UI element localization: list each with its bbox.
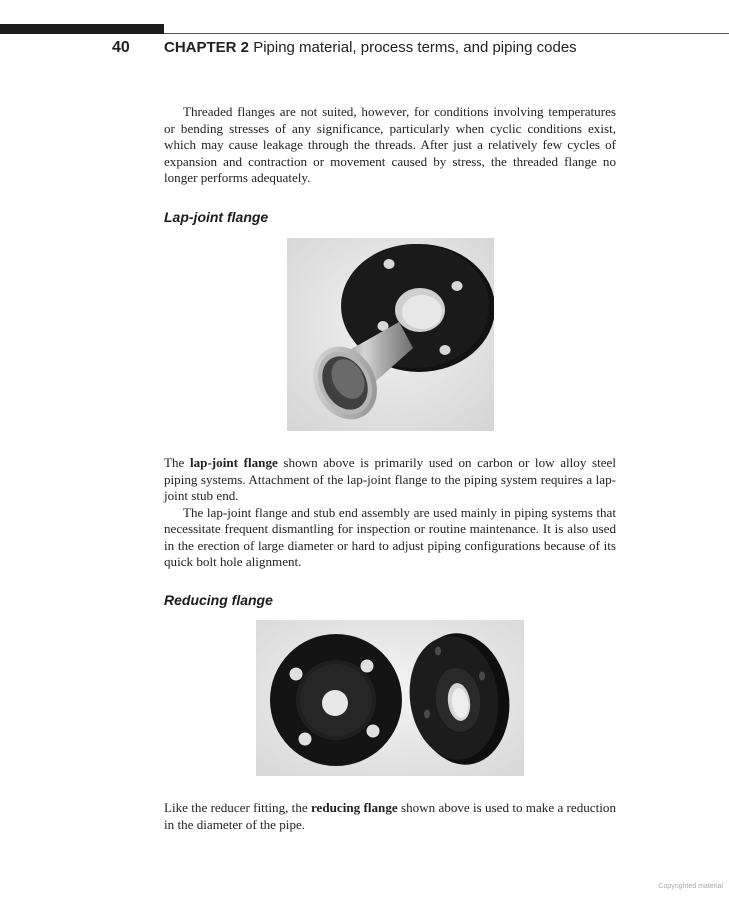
reducing-paragraph [164, 800, 616, 833]
chapter-label: CHAPTER 2 [164, 39, 250, 56]
lap-joint-paragraph-1 [164, 455, 616, 505]
threaded-paragraph: Threaded flanges are not suited, however, for conditions involving temperatures or bending stresses of any significance, particularly when cyclic conditions exist, which may cause leakage through the threads. After just a relatively few cycles of expansion and contraction or movement caused by stress, the threaded flange no longer performs adequately. [164, 104, 616, 185]
reducing-paragraph-block [164, 800, 616, 833]
lap-joint-flange-photo [287, 238, 494, 431]
lap-joint-p1-before: The [164, 455, 190, 470]
header-rule [164, 33, 729, 34]
reducing-flange-photo [256, 620, 524, 776]
lap-joint-paragraph-2: The lap-joint flange and stub end assembly are used mainly in piping systems that necessitate frequent dismantling for inspection or routine maintenance. It is also used in the erection of large diameter or hard to adjust piping configurations because of its quick bolt hole alignment. [164, 504, 616, 569]
lap-joint-flange-illustration [287, 238, 494, 431]
lap-joint-heading: Lap-joint flange [164, 209, 269, 225]
header-bar [0, 24, 164, 34]
reducing-p-before: Like the reducer fitting, the [164, 800, 311, 815]
reducing-term: reducing flange [310, 800, 398, 815]
chapter-title: Piping material, process terms, and piping codes [253, 39, 577, 56]
reducing-heading: Reducing flange [164, 592, 273, 608]
lap-joint-p1-after: shown above is primarily used on carbon or low alloy steel piping systems. Attachment of the lap-joint flange to the piping system requires a lap-joint stub end. [164, 455, 616, 503]
running-head [164, 39, 577, 56]
reducing-p-after: shown above is used to make a reduction in the diameter of the pipe. [164, 800, 616, 832]
copyright-watermark: Copyrighted material [658, 883, 723, 890]
page-number: 40 [112, 39, 130, 56]
reducing-flange-illustration [256, 620, 524, 776]
threaded-paragraph-block [164, 104, 616, 187]
lap-joint-paragraphs [164, 455, 616, 571]
lap-joint-term: lap-joint flange [189, 455, 278, 470]
